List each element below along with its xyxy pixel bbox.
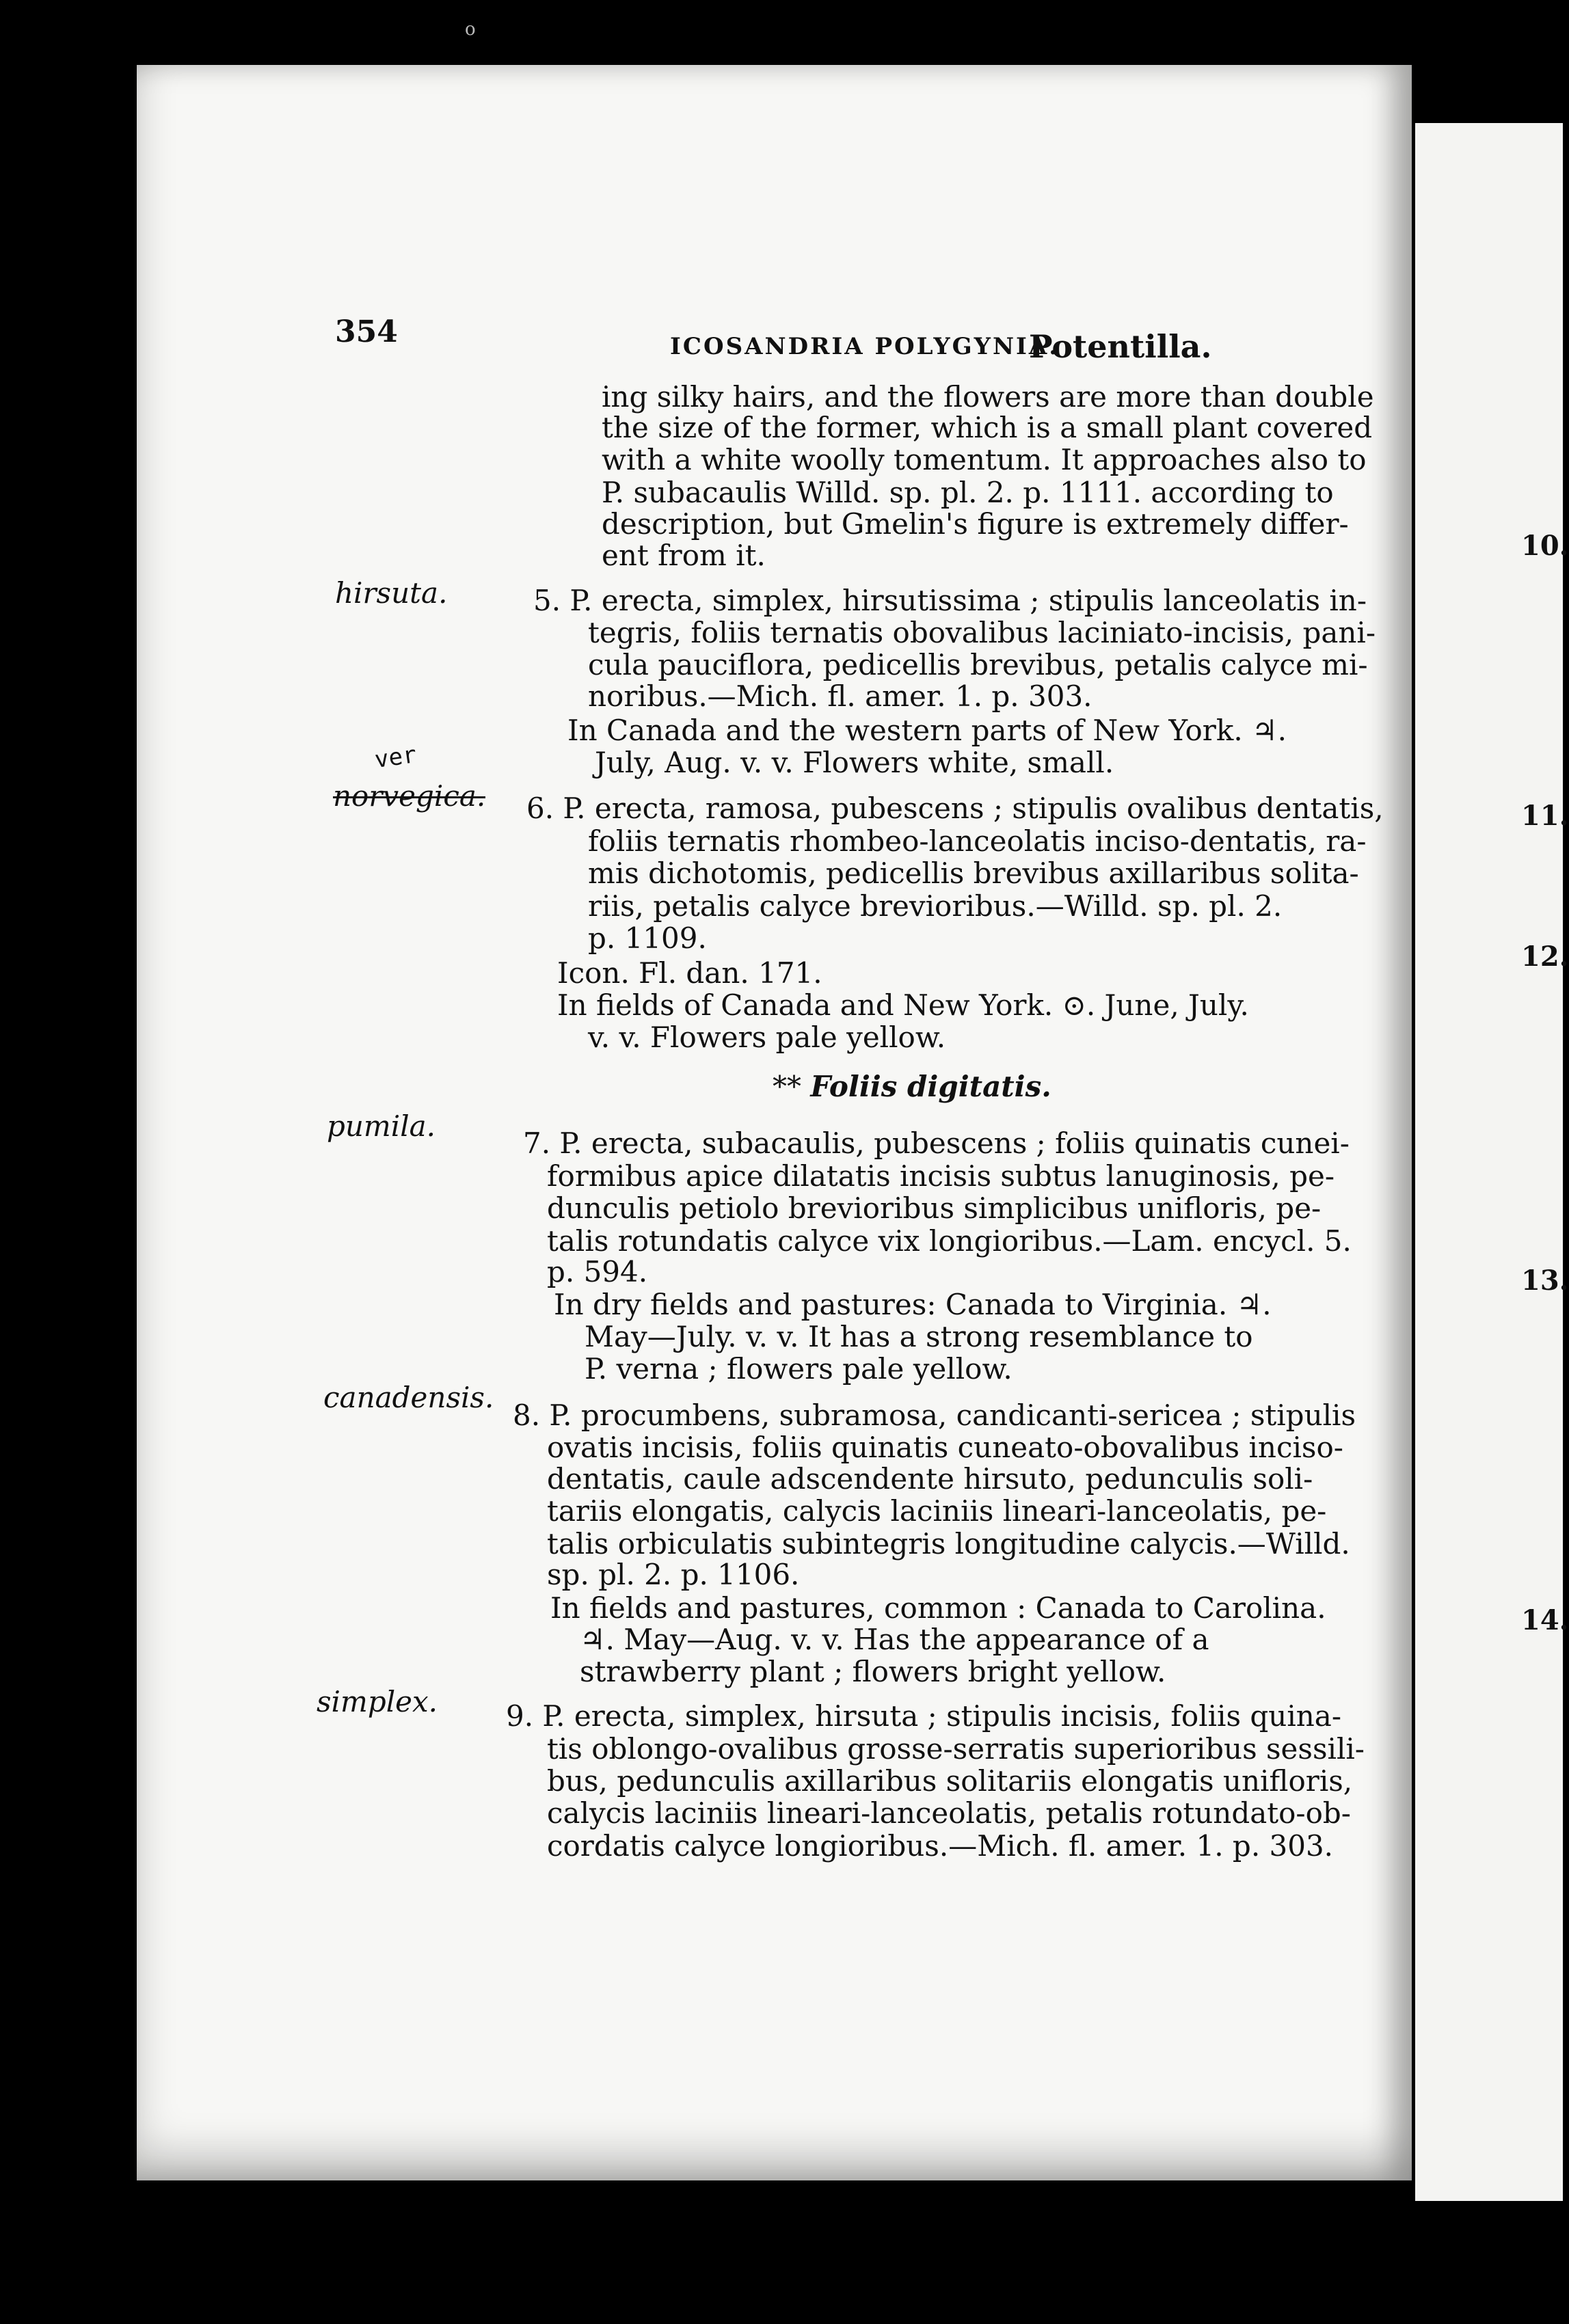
text-line: description, but Gmelin's figure is extremely differ-: [602, 507, 1349, 541]
text-line: sp. pl. 2. p. 1106.: [547, 1558, 800, 1591]
adjacent-page-number: 14.: [1521, 1604, 1569, 1636]
text-line: cordatis calyce longioribus.—Mich. fl. amer. 1. p. 303.: [547, 1829, 1334, 1863]
text-line: tis oblongo-ovalibus grosse-serratis superioribus sessili-: [547, 1732, 1365, 1766]
adjacent-page-number: 11.: [1521, 800, 1569, 832]
text-line: In fields of Canada and New York. ⊙. June, July.: [557, 988, 1249, 1022]
section-heading: ** Foliis digitatis.: [773, 1070, 1051, 1103]
text-line: In fields and pastures, common : Canada to Carolina.: [550, 1591, 1326, 1625]
text-line: cula pauciflora, pedicellis brevibus, petalis calyce mi-: [588, 648, 1368, 681]
text-line: strawberry plant ; flowers bright yellow.: [580, 1655, 1166, 1688]
margin-name-norvegica: norvegica.: [333, 779, 486, 813]
text-line: formibus apice dilatatis incisis subtus lanuginosis, pe-: [547, 1159, 1335, 1193]
text-line: p. 1109.: [588, 921, 707, 955]
text-line: ent from it.: [602, 539, 766, 572]
text-line: calycis laciniis lineari-lanceolatis, petalis rotundato-ob-: [547, 1796, 1351, 1830]
text-line: mis dichotomis, pedicellis brevibus axillaribus solita-: [588, 856, 1359, 890]
adjacent-page-number: 13.: [1521, 1265, 1569, 1297]
scan-mark: o: [465, 19, 476, 40]
genus-heading: Potentilla.: [1029, 328, 1212, 365]
text-line: tariis elongatis, calycis laciniis lineari-lanceolatis, pe-: [547, 1494, 1327, 1528]
running-title: ICOSANDRIA POLYGYNIA.: [670, 333, 1060, 360]
text-line: talis rotundatis calyce vix longioribus.—Lam. encycl. 5.: [547, 1224, 1352, 1258]
margin-name-simplex: simplex.: [317, 1685, 438, 1718]
text-line: p. 594.: [547, 1255, 648, 1288]
adjacent-page-number: 12.: [1521, 941, 1569, 973]
adjacent-page-number: 10.: [1521, 530, 1569, 562]
text-line: 8. P. procumbens, subramosa, candicanti-sericea ; stipulis: [513, 1399, 1356, 1432]
text-line: In dry fields and pastures: Canada to Virginia. ♃.: [554, 1288, 1272, 1321]
text-line: 9. P. erecta, simplex, hirsuta ; stipulis incisis, foliis quina-: [506, 1699, 1342, 1733]
text-line: v. v. Flowers pale yellow.: [588, 1021, 946, 1054]
text-line: noribus.—Mich. fl. amer. 1. p. 303.: [588, 679, 1092, 713]
text-line: foliis ternatis rhombeo-lanceolatis inciso-dentatis, ra-: [588, 824, 1367, 858]
text-line: July, Aug. v. v. Flowers white, small.: [595, 746, 1114, 779]
text-line: dunculis petiolo brevioribus simplicibus unifloris, pe-: [547, 1191, 1322, 1225]
text-line: May—July. v. v. It has a strong resemblance to: [585, 1320, 1253, 1353]
adjacent-page: [1415, 123, 1563, 2201]
text-line: ing silky hairs, and the flowers are more than double: [602, 380, 1374, 414]
text-line: 7. P. erecta, subacaulis, pubescens ; foliis quinatis cunei-: [523, 1126, 1350, 1160]
text-line: P. subacaulis Willd. sp. pl. 2. p. 1111. according to: [602, 476, 1334, 509]
page-number: 354: [335, 314, 398, 349]
handwritten-annotation: ver: [373, 740, 418, 774]
text-line: with a white woolly tomentum. It approaches also to: [602, 443, 1367, 476]
text-line: ♃. May—Aug. v. v. Has the appearance of a: [580, 1623, 1209, 1656]
margin-name-pumila: pumila.: [327, 1109, 436, 1143]
text-line: tegris, foliis ternatis obovalibus laciniato-incisis, pani-: [588, 616, 1376, 649]
text-line: dentatis, caule adscendente hirsuto, pedunculis soli-: [547, 1462, 1313, 1496]
margin-name-hirsuta: hirsuta.: [335, 576, 448, 610]
text-line: Icon. Fl. dan. 171.: [557, 956, 822, 990]
margin-name-canadensis: canadensis.: [323, 1381, 494, 1414]
text-line: ovatis incisis, foliis quinatis cuneato-obovalibus inciso-: [547, 1431, 1343, 1464]
text-line: P. verna ; flowers pale yellow.: [585, 1352, 1013, 1386]
text-line: In Canada and the western parts of New York. ♃.: [567, 714, 1287, 747]
text-line: 6. P. erecta, ramosa, pubescens ; stipulis ovalibus dentatis,: [526, 792, 1384, 825]
text-line: 5. P. erecta, simplex, hirsutissima ; stipulis lanceolatis in-: [533, 584, 1367, 617]
text-line: riis, petalis calyce brevioribus.—Willd. sp. pl. 2.: [588, 889, 1283, 923]
text-line: talis orbiculatis subintegris longitudine calycis.—Willd.: [547, 1527, 1350, 1560]
text-line: bus, pedunculis axillaribus solitariis elongatis unifloris,: [547, 1764, 1353, 1798]
text-line: the size of the former, which is a small plant covered: [602, 411, 1373, 444]
